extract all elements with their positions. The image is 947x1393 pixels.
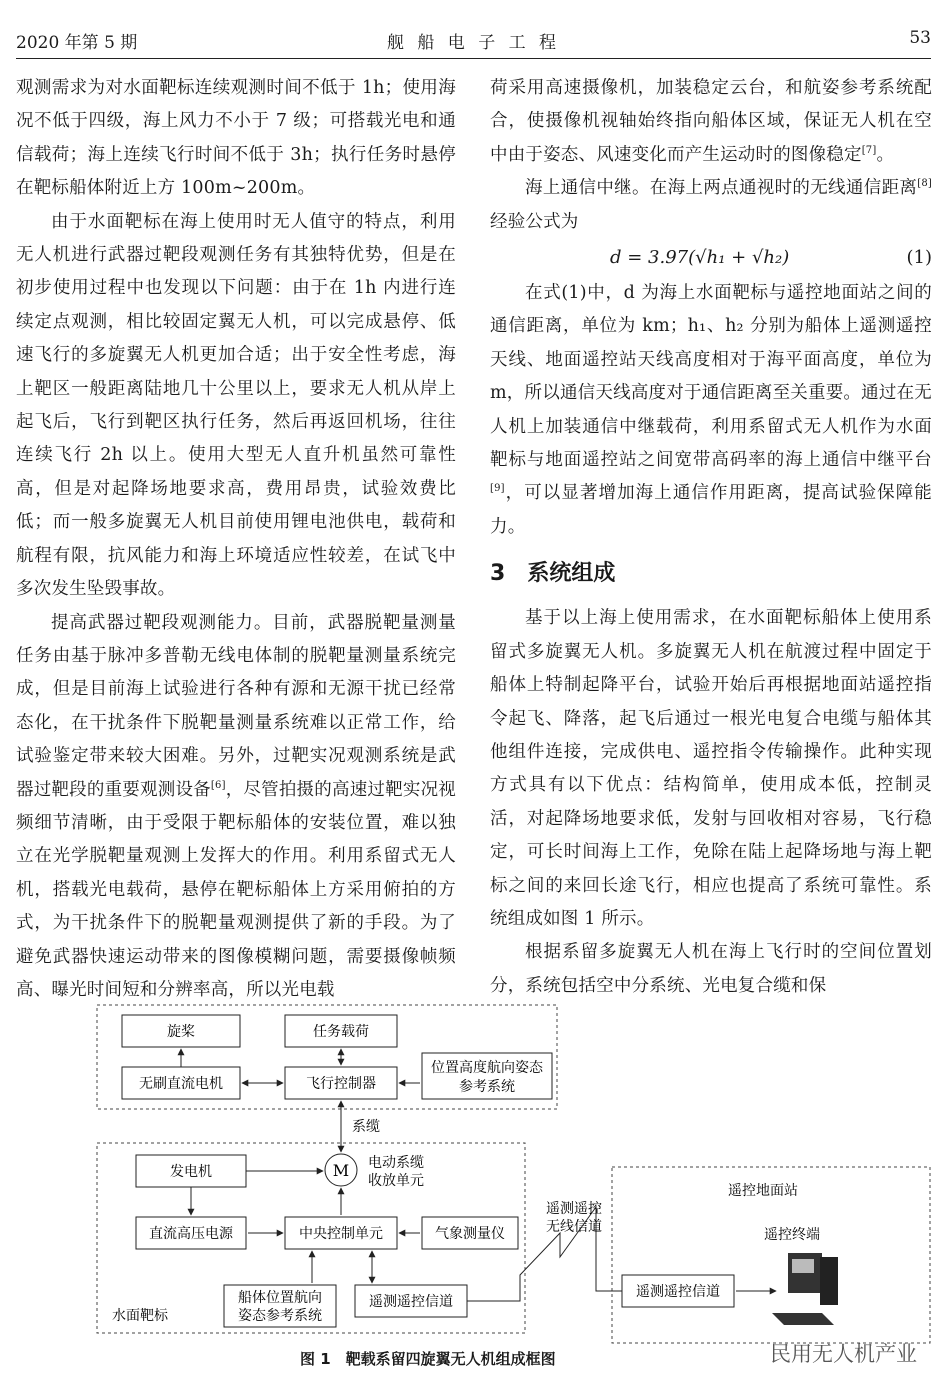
- ground-channel-label: 遥测遥控信道: [636, 1284, 720, 1300]
- paragraph: 海上通信中继。在海上两点通视时的无线通信距离[8]经验公式为: [490, 178, 932, 232]
- ship-ahrs-label-2: 姿态参考系统: [238, 1308, 322, 1324]
- watermark: 民用无人机产业: [770, 1342, 917, 1366]
- tether-label: 系缆: [352, 1119, 380, 1135]
- computer-icon: [772, 1253, 838, 1325]
- citation: [6]: [210, 779, 226, 791]
- right-column: [490, 72, 932, 1003]
- payload-label: 任务载荷: [313, 1024, 369, 1040]
- weather-label: 气象测量仪: [435, 1226, 505, 1242]
- generator-label: 发电机: [170, 1164, 212, 1180]
- page-header: [16, 28, 931, 56]
- ship-ahrs-label-1: 船体位置航向: [238, 1290, 322, 1306]
- formula-number: (1): [906, 247, 932, 269]
- ahrs-label-2: 参考系统: [459, 1079, 515, 1095]
- page-number: 53: [909, 28, 931, 48]
- system-block-diagram: [0, 995, 947, 1393]
- ship-channel-label: 遥测遥控信道: [369, 1294, 453, 1310]
- ground-station-label: 遥控地面站: [728, 1183, 798, 1199]
- terminal-label: 遥控终端: [764, 1227, 820, 1243]
- left-column: [16, 72, 456, 1007]
- citation: [9]: [490, 483, 505, 495]
- propeller-label: 旋桨: [167, 1024, 195, 1040]
- header-rule: [16, 58, 931, 59]
- issue-label: 2020 年第 5 期: [16, 33, 138, 53]
- section-heading: [490, 554, 932, 594]
- paragraph: 根据系留多旋翼无人机在海上飞行时的空间位置划分，系统包括空中分系统、光电复合缆和保: [490, 942, 932, 996]
- paragraph: 在式(1)中，d 为海上水面靶标与遥控地面站之间的通信距离，单位为 km；h₁、h₂ 分别为船体上遥测遥控天线、地面遥控站天线高度相对于海平面高度，单位为 m，所以通信天线高度对于通信距离至关重要。通过在无人机上加装通信中继载荷，利用系留式无人机作为水面靶标与地面遥控站之间宽带高码率的海上通信中继平台[9]，可以显著增加海上通信作用距离，提高试验保障能力。: [490, 283, 932, 537]
- paragraph: 提高武器过靶段观测能力。目前，武器脱靶量测量任务由基于脉冲多普勒无线电体制的脱靶量测量系统完成，但是目前海上试验进行各种有源和无源干扰已经常态化，在干扰条件下脱靶量测量系统难以正常工作，给试验鉴定带来较大困难。另外，过靶实况观测系统是武器过靶段的重要观测设备[6]，尽管拍摄的高速过靶实况视频细节清晰，由于受限于靶标船体的安装位置，难以独立在光学脱靶量观测上发挥大的作用。利用系留式无人机，搭载光电载荷，悬停在靶标船体上方采用俯拍的方式，为干扰条件下的脱靶量观测提供了新的手段。为了避免武器快速运动带来的图像模糊问题，需要摄像帧频高、曝光时间短和分辨率高，所以光电载: [16, 612, 456, 1000]
- flight-controller-label: 飞行控制器: [306, 1076, 376, 1092]
- winch-label-1: 电动系缆: [368, 1155, 424, 1171]
- formula-expression: d = 3.97(√h₁ + √h₂): [610, 247, 790, 269]
- central-control-label: 中央控制单元: [299, 1226, 383, 1242]
- formula: [490, 239, 932, 277]
- journal-title: 舰 船 电 子 工 程: [386, 33, 561, 53]
- paragraph: 荷采用高速摄像机，加装稳定云台，和航姿参考系统配合，使摄像机视轴始终指向船体区域，保证无人机在空中由于姿态、风速变化而产生运动时的图像稳定[7]。: [490, 78, 932, 165]
- target-label: 水面靶标: [112, 1308, 168, 1324]
- paragraph: 观测需求为对水面靶标连续观测时间不低于 1h；使用海况不低于四级，海上风力不小于 7 级；可搭载光电和通信载荷；海上连续飞行时间不低于 3h；执行任务时悬停在靶标船体附近上方 100m~200m。: [16, 78, 456, 199]
- citation: [7]: [861, 144, 877, 156]
- winch-motor-letter: M: [332, 1161, 350, 1180]
- section-number: 3: [490, 561, 506, 587]
- figure-caption: 图 1 靶载系留四旋翼无人机组成框图: [300, 1350, 556, 1368]
- wireless-label-2: 无线信道: [546, 1219, 602, 1235]
- wireless-label-1: 遥测遥控: [546, 1201, 602, 1217]
- ahrs-label-1: 位置高度航向姿态: [431, 1060, 543, 1076]
- section-title: 系统组成: [527, 561, 616, 587]
- motor-label: 无刷直流电机: [139, 1076, 223, 1092]
- paragraph: 由于水面靶标在海上使用时无人值守的特点，利用无人机进行武器过靶段观测任务有其独特优势，但是在初步使用过程中也发现以下问题：由于在 1h 内进行连续定点观测，相比较固定翼无人机，可以完成悬停、低速飞行的多旋翼无人机更加合适；出于安全性考虑，海上靶区一般距离陆地几十公里以上，要求无人机从岸上起飞后，飞行到靶区执行任务，然后再返回机场，往往连续飞行 2h 以上。使用大型无人直升机虽然可靠性高，但是对起降场地要求高，费用昂贵，试验效费比低；而一般多旋翼无人机目前使用锂电池供电，载荷和航程有限，抗风能力和海上环境适应性较差，在试飞中多次发生坠毁事故。: [16, 211, 456, 600]
- dc-power-label: 直流高压电源: [149, 1226, 233, 1242]
- winch-label-2: 收放单元: [368, 1173, 424, 1189]
- citation: [8]: [917, 178, 932, 190]
- paragraph: 基于以上海上使用需求，在水面靶标船体上使用系留式多旋翼无人机。多旋翼无人机在航渡过程中固定于船体上特制起降平台，试验开始后再根据地面站遥控指令起飞、降落，起飞后通过一根光电复合电缆与船体其他组件连接，完成供电、遥控指令传输操作。此种实现方式具有以下优点：结构简单，使用成本低，控制灵活，对起降场地要求低，发射与回收相对容易，飞行稳定，可长时间海上工作，免除在陆上起降场地与海上靶标之间的来回长途飞行，相应也提高了系统可靠性。系统组成如图 1 所示。: [490, 608, 932, 929]
